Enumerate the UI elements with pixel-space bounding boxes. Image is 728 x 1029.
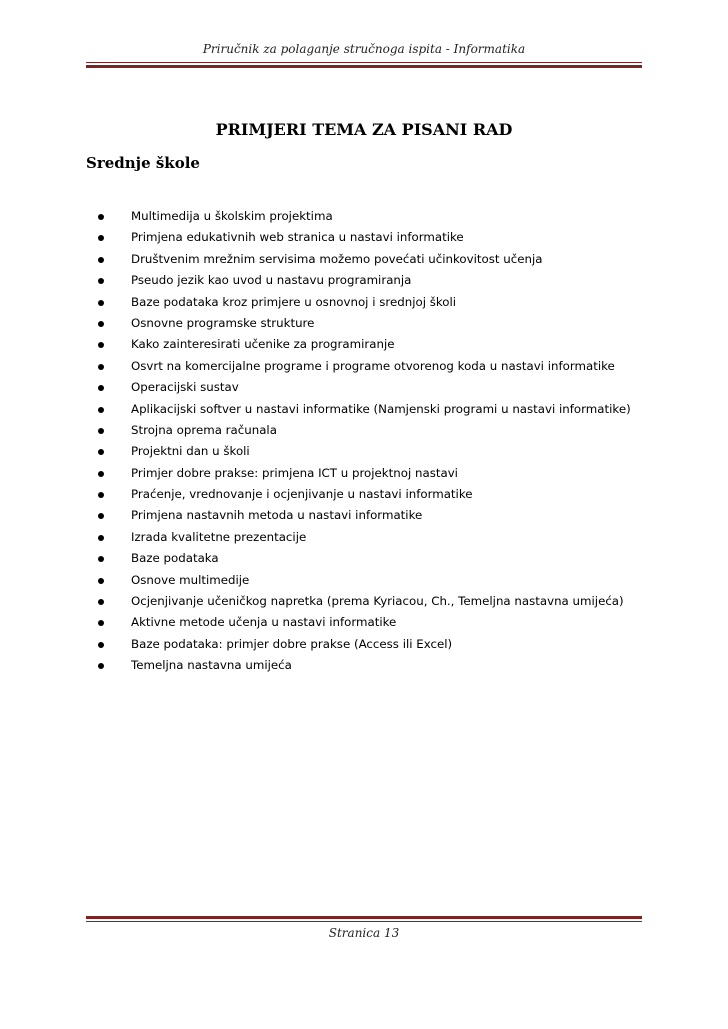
page-number: Stranica 13: [328, 926, 400, 940]
list-item: [98, 249, 631, 270]
list-item: [98, 591, 631, 612]
list-item: [98, 441, 631, 462]
topic-text: Osnove multimedije: [131, 572, 250, 587]
list-item: [98, 206, 631, 227]
topic-text: Društvenim mrežnim servisima možemo povećati učinkovitost učenja: [131, 251, 543, 266]
topic-text: Praćenje, vrednovanje i ocjenjivanje u nastavi informatike: [131, 487, 473, 502]
topic-text: Operacijski sustav: [131, 380, 239, 395]
bullet-icon: [98, 214, 104, 220]
topic-text: Aktivne metode učenja u nastavi informatike: [131, 615, 397, 630]
bullet-icon: [98, 513, 104, 519]
topic-text: Multimedija u školskim projektima: [131, 209, 333, 223]
page-title: PRIMJERI TEMA ZA PISANI RAD: [215, 120, 513, 139]
bullet-icon: [98, 407, 104, 413]
topic-text: Temeljna nastavna umijeća: [131, 658, 292, 673]
list-item: [98, 356, 631, 377]
bullet-icon: [98, 428, 104, 434]
bullet-icon: [98, 321, 104, 327]
bullet-icon: [98, 535, 104, 541]
list-item: [98, 527, 631, 548]
topic-text: Kako zainteresirati učenike za programiranje: [131, 337, 395, 352]
topic-text: Primjer dobre prakse: primjena ICT u projektnoj nastavi: [131, 465, 458, 480]
bullet-icon: [98, 492, 104, 498]
list-item: [98, 292, 631, 313]
bullet-icon: [98, 599, 104, 605]
list-item: [98, 334, 631, 355]
bullet-icon: [98, 278, 104, 284]
list-item: [98, 463, 631, 484]
topic-text: Baze podataka: [131, 551, 219, 566]
bullet-icon: [98, 364, 104, 370]
bullet-icon: [98, 642, 104, 648]
bullet-icon: [98, 556, 104, 562]
bullet-icon: [98, 578, 104, 584]
topic-text: Projektni dan u školi: [131, 444, 250, 459]
list-item: [98, 227, 631, 248]
bullet-icon: [98, 300, 104, 306]
topic-text: Baze podataka: primjer dobre prakse (Access ili Excel): [131, 636, 453, 651]
page-header: Priručnik za polaganje stručnoga ispita - Informatika: [202, 42, 526, 56]
topic-text: Pseudo jezik kao uvod u nastavu programiranja: [131, 273, 412, 288]
topic-text: Izrada kvalitetne prezentacije: [131, 529, 307, 544]
topic-text: Strojna oprema računala: [131, 422, 277, 437]
bullet-icon: [98, 663, 104, 669]
list-item: [98, 505, 631, 526]
bullet-icon: [98, 471, 104, 477]
bullet-icon: [98, 620, 104, 626]
list-item: [98, 270, 631, 291]
list-item: [98, 655, 631, 676]
topic-text: Aplikacijski softver u nastavi informatike (Namjenski programi u nastavi informatike): [131, 401, 631, 416]
topic-text: Osnovne programske strukture: [131, 315, 315, 330]
footer-rule-thin: [86, 921, 642, 922]
footer-rule-thick: [86, 916, 642, 919]
bullet-icon: [98, 235, 104, 241]
topic-text: Osvrt na komercijalne programe i programe otvorenog koda u nastavi informatike: [131, 358, 615, 373]
bullet-icon: [98, 449, 104, 455]
list-item: [98, 612, 631, 633]
list-item: [98, 399, 631, 420]
header-rule-thin: [86, 62, 642, 63]
list-item: [98, 484, 631, 505]
list-item: [98, 548, 631, 569]
topic-list: [98, 206, 631, 677]
topic-text: Ocjenjivanje učeničkog napretka (prema Kyriacou, Ch., Temeljna nastavna umijeća): [131, 594, 624, 609]
topic-text: Primjena nastavnih metoda u nastavi informatike: [131, 508, 423, 523]
header-rule-thick: [86, 65, 642, 68]
topic-text: Primjena edukativnih web stranica u nastavi informatike: [131, 230, 464, 245]
list-item: [98, 634, 631, 655]
list-item: [98, 313, 631, 334]
topic-text: Baze podataka kroz primjere u osnovnoj i srednjoj školi: [131, 294, 457, 309]
bullet-icon: [98, 385, 104, 391]
list-item: [98, 377, 631, 398]
bullet-icon: [98, 342, 104, 348]
bullet-icon: [98, 257, 104, 263]
list-item: [98, 570, 631, 591]
section-heading: Srednje škole: [86, 154, 200, 172]
list-item: [98, 420, 631, 441]
